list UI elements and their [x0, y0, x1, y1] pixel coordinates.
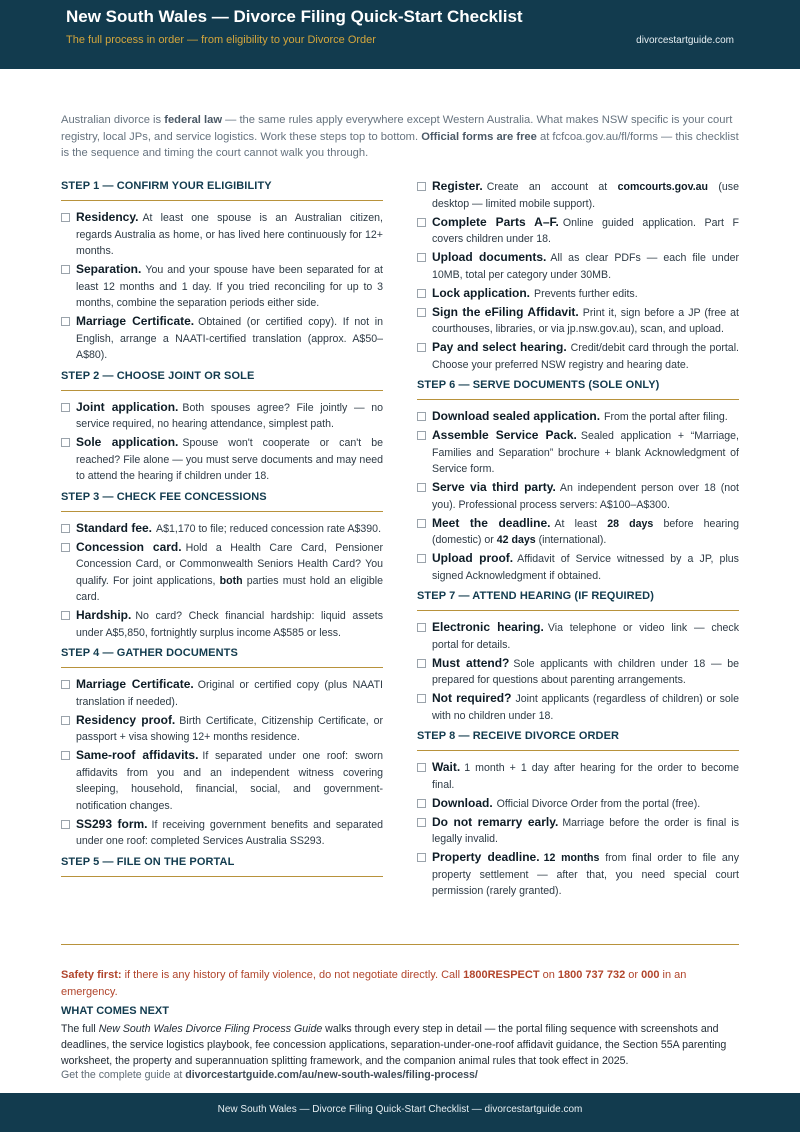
checklist-item-residency-proof[interactable]: Residency proof. Birth Certificate, Citizenship Certificate, or passport + visa showing 12+ months residence.	[61, 712, 383, 746]
checkbox-icon[interactable]	[61, 524, 70, 533]
checklist-item-separation[interactable]: Separation. You and your spouse have been separated for at least 12 months and 1 day. If you tried reconciling for up to 3 months, combine the separation periods either side.	[61, 261, 383, 312]
checkbox-icon[interactable]	[61, 438, 70, 447]
left-column	[61, 178, 383, 885]
checklist-item-complete-parts[interactable]: Complete Parts A–F. Online guided application. Part F covers children under 18.	[417, 214, 739, 248]
checkbox-icon[interactable]	[61, 265, 70, 274]
step-4-heading: STEP 4 — GATHER DOCUMENTS	[61, 647, 383, 668]
checkbox-icon[interactable]	[417, 763, 426, 772]
checkbox-icon[interactable]	[61, 751, 70, 760]
checkbox-icon[interactable]	[417, 818, 426, 827]
checklist-item-sign-affidavit[interactable]: Sign the eFiling Affidavit. Print it, sign before a JP (free at courthouses, libraries, or via jp.nsw.gov.au), scan, and upload.	[417, 304, 739, 338]
checkbox-icon[interactable]	[417, 218, 426, 227]
checklist-item-concession-card[interactable]: Concession card. Hold a Health Care Card, Pensioner Concession Card, or Commonwealth Seniors Health Card? You qualify. For joint applications, both parties must hold an eligible card.	[61, 539, 383, 606]
section-divider	[61, 944, 739, 945]
checkbox-icon[interactable]	[61, 543, 70, 552]
checkbox-icon[interactable]	[417, 659, 426, 668]
checklist-item-serve-third-party[interactable]: Serve via third party. An independent person over 18 (not you). Professional process servers: A$100–A$300.	[417, 479, 739, 513]
checklist-item-download-sealed[interactable]: Download sealed application. From the portal after filing.	[417, 408, 739, 426]
checklist-item-marriage-certificate[interactable]: Marriage Certificate. Obtained (or certified copy). If not in English, arrange a NAATI-certified translation (approx. A$50–A$80).	[61, 313, 383, 364]
checkbox-icon[interactable]	[417, 799, 426, 808]
checkbox-icon[interactable]	[61, 403, 70, 412]
checklist-item-upload-documents[interactable]: Upload documents. All as clear PDFs — each file under 10MB, total per category under 30MB.	[417, 249, 739, 283]
checklist-item-sole-application[interactable]: Sole application. Spouse won't cooperate or can't be reached? File alone — you must serve documents and may need to attend the hearing if children under 18.	[61, 434, 383, 485]
checkbox-icon[interactable]	[417, 694, 426, 703]
checkbox-icon[interactable]	[417, 412, 426, 421]
checklist-item-marriage-certificate-doc[interactable]: Marriage Certificate. Original or certified copy (plus NAATI translation if needed).	[61, 676, 383, 710]
checklist-item-meet-deadline[interactable]: Meet the deadline. At least 28 days before hearing (domestic) or 42 days (international).	[417, 515, 739, 549]
safety-label: Safety first:	[61, 969, 122, 981]
checkbox-icon[interactable]	[61, 716, 70, 725]
checklist-item-download-order[interactable]: Download. Official Divorce Order from the portal (free).	[417, 795, 739, 813]
step-3-heading: STEP 3 — CHECK FEE CONCESSIONS	[61, 491, 383, 512]
checkbox-icon[interactable]	[417, 308, 426, 317]
checkbox-icon[interactable]	[417, 253, 426, 262]
safety-notice: Safety first: if there is any history of family violence, do not negotiate directly. Call 1800RESPECT on 1800 737 732 or 000 in an emergency.	[61, 969, 687, 998]
guide-link[interactable]: divorcestartguide.com/au/new-south-wales/filing-process/	[185, 1069, 478, 1081]
page-title: New South Wales — Divorce Filing Quick-Start Checklist	[66, 7, 523, 26]
checklist-item-do-not-remarry[interactable]: Do not remarry early. Marriage before the order is final is legally invalid.	[417, 814, 739, 848]
guide-link-line: Get the complete guide at divorcestartguide.com/au/new-south-wales/filing-process/	[61, 1069, 478, 1081]
guide-title: New South Wales Divorce Filing Process Guide	[98, 1023, 323, 1035]
checkbox-icon[interactable]	[417, 554, 426, 563]
hotline-name: 1800RESPECT	[463, 969, 540, 981]
checkbox-icon[interactable]	[417, 343, 426, 352]
intro-bold-federal-law: federal law	[164, 114, 223, 126]
checkbox-icon[interactable]	[61, 680, 70, 689]
checkbox-icon[interactable]	[417, 289, 426, 298]
what-comes-next-heading: WHAT COMES NEXT	[61, 1005, 169, 1017]
step-2-heading: STEP 2 — CHOOSE JOINT OR SOLE	[61, 370, 383, 391]
checklist-item-joint-application[interactable]: Joint application. Both spouses agree? File jointly — no service required, no hearing attendance, simplest path.	[61, 399, 383, 433]
checkbox-icon[interactable]	[417, 519, 426, 528]
checkbox-icon[interactable]	[417, 431, 426, 440]
intro-bold-forms-free: Official forms are free	[421, 130, 537, 143]
checklist-item-lock-application[interactable]: Lock application. Prevents further edits.	[417, 285, 739, 303]
checklist-item-wait[interactable]: Wait. 1 month + 1 day after hearing for the order to become final.	[417, 759, 739, 793]
checkbox-icon[interactable]	[417, 853, 426, 862]
checkbox-icon[interactable]	[61, 820, 70, 829]
hotline-number[interactable]: 1800 737 732	[557, 969, 626, 981]
right-column	[417, 178, 739, 901]
checklist-item-not-required[interactable]: Not required? Joint applicants (regardless of children) or sole with no children under 18.	[417, 690, 739, 724]
checkbox-icon[interactable]	[417, 182, 426, 191]
what-comes-next-text: The full New South Wales Divorce Filing Process Guide walks through every step in detail — the portal filing sequence with screenshots and deadlines, the service logistics playbook, fee concession applications, separation-under-one-roof affidavit guidance, the Section 55A parenting worksheet, the property and superannuation splitting framework, and the companion animal rules that took effect in 2025.	[61, 1023, 727, 1067]
checkbox-icon[interactable]	[61, 611, 70, 620]
checkbox-icon[interactable]	[417, 623, 426, 632]
checklist-item-service-pack[interactable]: Assemble Service Pack. Sealed application + “Marriage, Families and Separation” brochure + blank Acknowledgment of Service form.	[417, 427, 739, 478]
checklist-item-electronic-hearing[interactable]: Electronic hearing. Via telephone or video link — check portal for details.	[417, 619, 739, 653]
step-1-heading: STEP 1 — CONFIRM YOUR ELIGIBILITY	[61, 180, 383, 201]
checklist-item-residency[interactable]: Residency. At least one spouse is an Australian citizen, regards Australia as home, or has lived here continuously for 12+ months.	[61, 209, 383, 260]
intro-paragraph: Australian divorce is federal law — the same rules apply everywhere except Western Australia. What makes NSW specific is your court registry, local JPs, and service logistics. Work these steps top to bottom. Official forms are free at fcfcoa.gov.au/fl/forms — this checklist is the sequence and timing the court cannot walk you through.	[61, 114, 739, 159]
checklist-item-standard-fee[interactable]: Standard fee. A$1,170 to file; reduced concession rate A$390.	[61, 520, 383, 538]
step-5-heading: STEP 5 — FILE ON THE PORTAL	[61, 856, 383, 877]
checklist-item-register[interactable]: Register. Create an account at comcourts.gov.au (use desktop — limited mobile support).	[417, 178, 739, 212]
checklist-item-pay-hearing[interactable]: Pay and select hearing. Credit/debit card through the portal. Choose your preferred NSW registry and hearing date.	[417, 339, 739, 373]
page-header	[0, 0, 800, 69]
checklist-item-ss293-form[interactable]: SS293 form. If receiving government benefits and separated under one roof: completed Services Australia SS293.	[61, 816, 383, 850]
checkbox-icon[interactable]	[417, 483, 426, 492]
checkbox-icon[interactable]	[61, 213, 70, 222]
step-6-heading: STEP 6 — SERVE DOCUMENTS (SOLE ONLY)	[417, 379, 739, 400]
checkbox-icon[interactable]	[61, 317, 70, 326]
checklist-item-must-attend[interactable]: Must attend? Sole applicants with children under 18 — be prepared for questions about parenting arrangements.	[417, 655, 739, 689]
header-site-link[interactable]: divorcestartguide.com	[636, 35, 734, 46]
checklist-item-same-roof-affidavits[interactable]: Same-roof affidavits. If separated under one roof: sworn affidavits from you and an independent witness covering sleeping, household, financial, social, and government-notification changes.	[61, 747, 383, 814]
page-footer: New South Wales — Divorce Filing Quick-Start Checklist — divorcestartguide.com	[0, 1093, 800, 1132]
checklist-item-upload-proof[interactable]: Upload proof. Affidavit of Service witnessed by a JP, plus signed Acknowledgment if obtained.	[417, 550, 739, 584]
step-7-heading: STEP 7 — ATTEND HEARING (IF REQUIRED)	[417, 590, 739, 611]
step-8-heading: STEP 8 — RECEIVE DIVORCE ORDER	[417, 730, 739, 751]
emergency-number[interactable]: 000	[641, 969, 660, 981]
checklist-item-hardship[interactable]: Hardship. No card? Check financial hardship: liquid assets under A$5,850, fortnightly surplus income A$585 or less.	[61, 607, 383, 641]
page-subtitle: The full process in order — from eligibility to your Divorce Order	[66, 34, 376, 46]
checklist-item-property-deadline[interactable]: Property deadline. 12 months from final order to file any property settlement — after that, you need special court permission (rarely granted).	[417, 849, 739, 900]
